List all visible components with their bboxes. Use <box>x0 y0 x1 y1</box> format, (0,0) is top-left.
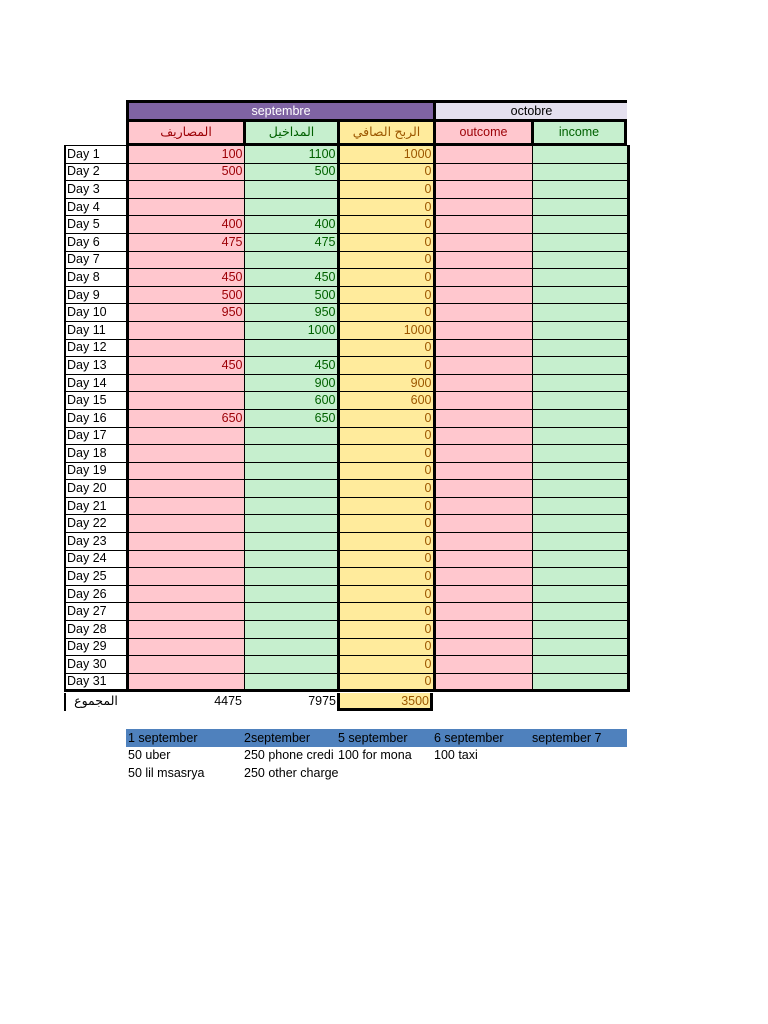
total-expenses[interactable]: 4475 <box>214 694 242 708</box>
outcome-cell[interactable] <box>434 357 532 375</box>
table-row <box>65 286 628 304</box>
net-profit-cell[interactable]: 0 <box>338 638 434 656</box>
income-ar-cell[interactable]: 450 <box>244 357 338 375</box>
expense-cell[interactable] <box>127 673 244 691</box>
net-profit-cell[interactable]: 0 <box>338 533 434 551</box>
expense-cell[interactable] <box>127 568 244 586</box>
outcome-cell[interactable] <box>434 392 532 410</box>
table-row <box>65 550 628 568</box>
net-profit-cell[interactable]: 0 <box>338 480 434 498</box>
note-cell[interactable]: 50 lil msasrya <box>128 766 205 780</box>
col-header-income-ar[interactable]: المداخيل <box>243 119 337 146</box>
net-profit-cell[interactable]: 0 <box>338 603 434 621</box>
note-cell[interactable]: 250 other charge <box>244 766 339 780</box>
day-label-cell[interactable]: Day 5 <box>65 216 127 234</box>
net-profit-cell[interactable]: 0 <box>338 409 434 427</box>
totals-row <box>64 693 433 711</box>
day-label-cell[interactable]: Day 30 <box>65 656 127 674</box>
day-label-cell[interactable]: Day 26 <box>65 585 127 603</box>
outcome-cell[interactable] <box>434 286 532 304</box>
income-ar-cell[interactable] <box>244 427 338 445</box>
net-profit-cell[interactable]: 1000 <box>338 146 434 164</box>
outcome-cell[interactable] <box>434 480 532 498</box>
net-profit-cell[interactable]: 0 <box>338 550 434 568</box>
income-ar-cell[interactable] <box>244 638 338 656</box>
income-ar-cell[interactable] <box>244 251 338 269</box>
expense-cell[interactable] <box>127 427 244 445</box>
expense-cell[interactable]: 100 <box>127 146 244 164</box>
expense-cell[interactable] <box>127 462 244 480</box>
note-header-cell[interactable]: 2september <box>244 731 311 745</box>
september-header[interactable]: septembre <box>126 100 433 119</box>
net-profit-cell[interactable]: 0 <box>338 497 434 515</box>
income-cell[interactable] <box>532 480 628 498</box>
col-header-net-profit[interactable]: الربح الصافي <box>337 119 433 146</box>
outcome-cell[interactable] <box>434 304 532 322</box>
table-row <box>65 638 628 656</box>
table-row <box>65 480 628 498</box>
income-cell[interactable] <box>532 445 628 463</box>
income-ar-cell[interactable] <box>244 198 338 216</box>
note-cell[interactable]: 100 for mona <box>338 748 412 762</box>
note-cell[interactable]: 100 taxi <box>434 748 478 762</box>
day-label-cell[interactable]: Day 28 <box>65 621 127 639</box>
table-row <box>65 585 628 603</box>
net-profit-cell[interactable]: 0 <box>338 357 434 375</box>
outcome-cell[interactable] <box>434 462 532 480</box>
net-profit-cell[interactable]: 0 <box>338 181 434 199</box>
net-profit-cell[interactable]: 0 <box>338 304 434 322</box>
table-row <box>65 181 628 199</box>
table-row <box>65 515 628 533</box>
income-cell[interactable] <box>532 269 628 287</box>
total-net-profit[interactable]: 3500 <box>337 693 433 711</box>
note-cell[interactable]: 50 uber <box>128 748 171 762</box>
expense-cell[interactable]: 650 <box>127 409 244 427</box>
day-label-cell[interactable]: Day 27 <box>65 603 127 621</box>
income-cell[interactable] <box>532 515 628 533</box>
income-ar-cell[interactable] <box>244 445 338 463</box>
income-cell[interactable] <box>532 304 628 322</box>
outcome-cell[interactable] <box>434 445 532 463</box>
expense-cell[interactable]: 450 <box>127 357 244 375</box>
income-cell[interactable] <box>532 497 628 515</box>
income-cell[interactable] <box>532 374 628 392</box>
table-row <box>65 321 628 339</box>
outcome-cell[interactable] <box>434 198 532 216</box>
day-label-cell[interactable]: Day 7 <box>65 251 127 269</box>
outcome-cell[interactable] <box>434 321 532 339</box>
income-cell[interactable] <box>532 357 628 375</box>
income-ar-cell[interactable] <box>244 568 338 586</box>
outcome-cell[interactable] <box>434 515 532 533</box>
expense-cell[interactable] <box>127 497 244 515</box>
table-row <box>65 603 628 621</box>
day-label-cell[interactable]: Day 18 <box>65 445 127 463</box>
expense-cell[interactable] <box>127 445 244 463</box>
outcome-cell[interactable] <box>434 673 532 691</box>
day-label-cell[interactable]: Day 10 <box>65 304 127 322</box>
income-ar-cell[interactable] <box>244 533 338 551</box>
day-label-cell[interactable]: Day 29 <box>65 638 127 656</box>
table-row <box>65 339 628 357</box>
income-ar-cell[interactable]: 1000 <box>244 321 338 339</box>
income-cell[interactable] <box>532 321 628 339</box>
net-profit-cell[interactable]: 0 <box>338 515 434 533</box>
income-cell[interactable] <box>532 568 628 586</box>
net-profit-cell[interactable]: 0 <box>338 585 434 603</box>
outcome-cell[interactable] <box>434 497 532 515</box>
table-row <box>65 445 628 463</box>
day-label-cell[interactable]: Day 15 <box>65 392 127 410</box>
net-profit-cell[interactable]: 900 <box>338 374 434 392</box>
expense-cell[interactable] <box>127 550 244 568</box>
income-ar-cell[interactable]: 500 <box>244 286 338 304</box>
income-ar-cell[interactable] <box>244 603 338 621</box>
table-row <box>65 146 628 164</box>
day-label-cell[interactable]: Day 22 <box>65 515 127 533</box>
income-cell[interactable] <box>532 392 628 410</box>
income-cell[interactable] <box>532 533 628 551</box>
income-ar-cell[interactable] <box>244 621 338 639</box>
table-row <box>65 163 628 181</box>
outcome-cell[interactable] <box>434 163 532 181</box>
income-cell[interactable] <box>532 339 628 357</box>
net-profit-cell[interactable]: 0 <box>338 462 434 480</box>
expense-cell[interactable] <box>127 638 244 656</box>
income-ar-cell[interactable]: 600 <box>244 392 338 410</box>
expense-cell[interactable] <box>127 392 244 410</box>
income-cell[interactable] <box>532 233 628 251</box>
net-profit-cell[interactable]: 0 <box>338 198 434 216</box>
table-row <box>65 198 628 216</box>
expense-cell[interactable] <box>127 515 244 533</box>
day-label-cell[interactable]: Day 9 <box>65 286 127 304</box>
day-label-cell[interactable]: Day 8 <box>65 269 127 287</box>
day-label-cell[interactable]: Day 20 <box>65 480 127 498</box>
income-ar-cell[interactable]: 400 <box>244 216 338 234</box>
income-cell[interactable] <box>532 427 628 445</box>
expense-cell[interactable] <box>127 480 244 498</box>
income-ar-cell[interactable]: 475 <box>244 233 338 251</box>
table-row <box>65 621 628 639</box>
outcome-cell[interactable] <box>434 427 532 445</box>
expense-cell[interactable]: 475 <box>127 233 244 251</box>
outcome-cell[interactable] <box>434 621 532 639</box>
day-label-cell[interactable]: Day 12 <box>65 339 127 357</box>
income-ar-cell[interactable] <box>244 673 338 691</box>
outcome-cell[interactable] <box>434 603 532 621</box>
expense-cell[interactable] <box>127 251 244 269</box>
outcome-cell[interactable] <box>434 550 532 568</box>
net-profit-cell[interactable]: 0 <box>338 673 434 691</box>
note-header-cell[interactable]: 5 september <box>338 731 408 745</box>
outcome-cell[interactable] <box>434 568 532 586</box>
outcome-cell[interactable] <box>434 269 532 287</box>
income-cell[interactable] <box>532 673 628 691</box>
net-profit-cell[interactable]: 0 <box>338 216 434 234</box>
expense-cell[interactable] <box>127 585 244 603</box>
day-label-cell[interactable]: Day 6 <box>65 233 127 251</box>
table-row <box>65 673 628 691</box>
outcome-cell[interactable] <box>434 216 532 234</box>
outcome-cell[interactable] <box>434 233 532 251</box>
day-label-cell[interactable]: Day 3 <box>65 181 127 199</box>
day-label-cell[interactable]: Day 1 <box>65 146 127 164</box>
net-profit-cell[interactable]: 0 <box>338 163 434 181</box>
table-row <box>65 233 628 251</box>
net-profit-cell[interactable]: 0 <box>338 286 434 304</box>
outcome-cell[interactable] <box>434 146 532 164</box>
outcome-cell[interactable] <box>434 409 532 427</box>
net-profit-cell[interactable]: 0 <box>338 656 434 674</box>
table-row <box>65 497 628 515</box>
income-cell[interactable] <box>532 181 628 199</box>
note-cell[interactable]: 250 phone credi <box>244 748 334 762</box>
outcome-cell[interactable] <box>434 656 532 674</box>
october-header[interactable]: octobre <box>433 100 627 119</box>
income-cell[interactable] <box>532 550 628 568</box>
income-cell[interactable] <box>532 621 628 639</box>
expense-cell[interactable] <box>127 656 244 674</box>
income-cell[interactable] <box>532 585 628 603</box>
outcome-cell[interactable] <box>434 638 532 656</box>
expense-cell[interactable]: 950 <box>127 304 244 322</box>
outcome-cell[interactable] <box>434 585 532 603</box>
expense-cell[interactable] <box>127 198 244 216</box>
table-row <box>65 216 628 234</box>
expense-cell[interactable] <box>127 339 244 357</box>
table-row <box>65 357 628 375</box>
income-ar-cell[interactable]: 950 <box>244 304 338 322</box>
day-label-cell[interactable]: Day 16 <box>65 409 127 427</box>
total-income[interactable]: 7975 <box>308 694 336 708</box>
income-ar-cell[interactable]: 500 <box>244 163 338 181</box>
income-ar-cell[interactable]: 650 <box>244 409 338 427</box>
income-cell[interactable] <box>532 286 628 304</box>
table-row <box>65 269 628 287</box>
net-profit-cell[interactable]: 0 <box>338 427 434 445</box>
income-cell[interactable] <box>532 163 628 181</box>
table-row <box>65 409 628 427</box>
day-label-cell[interactable]: Day 14 <box>65 374 127 392</box>
table-row <box>65 533 628 551</box>
income-cell[interactable] <box>532 603 628 621</box>
expense-cell[interactable] <box>127 603 244 621</box>
note-header-cell[interactable]: september 7 <box>532 731 602 745</box>
net-profit-cell[interactable]: 0 <box>338 233 434 251</box>
day-label-cell[interactable]: Day 24 <box>65 550 127 568</box>
net-profit-cell[interactable]: 1000 <box>338 321 434 339</box>
daily-ledger-grid <box>64 145 630 692</box>
income-ar-cell[interactable] <box>244 497 338 515</box>
expense-cell[interactable]: 500 <box>127 163 244 181</box>
income-ar-cell[interactable] <box>244 550 338 568</box>
day-label-cell[interactable]: Day 31 <box>65 673 127 691</box>
income-ar-cell[interactable]: 1100 <box>244 146 338 164</box>
outcome-cell[interactable] <box>434 339 532 357</box>
outcome-cell[interactable] <box>434 181 532 199</box>
day-label-cell[interactable]: Day 13 <box>65 357 127 375</box>
net-profit-cell[interactable]: 0 <box>338 445 434 463</box>
income-ar-cell[interactable] <box>244 656 338 674</box>
net-profit-cell[interactable]: 0 <box>338 568 434 586</box>
table-row <box>65 374 628 392</box>
income-ar-cell[interactable] <box>244 339 338 357</box>
income-ar-cell[interactable] <box>244 480 338 498</box>
expense-cell[interactable]: 500 <box>127 286 244 304</box>
table-row <box>65 304 628 322</box>
table-row <box>65 427 628 445</box>
net-profit-cell[interactable]: 0 <box>338 251 434 269</box>
income-ar-cell[interactable] <box>244 515 338 533</box>
income-cell[interactable] <box>532 146 628 164</box>
expense-cell[interactable]: 450 <box>127 269 244 287</box>
table-row <box>65 656 628 674</box>
col-header-expenses[interactable]: المصاريف <box>126 119 243 146</box>
day-label-cell[interactable]: Day 21 <box>65 497 127 515</box>
net-profit-cell[interactable]: 0 <box>338 339 434 357</box>
income-ar-cell[interactable] <box>244 585 338 603</box>
net-profit-cell[interactable]: 0 <box>338 269 434 287</box>
expense-cell[interactable] <box>127 181 244 199</box>
table-row <box>65 251 628 269</box>
expense-cell[interactable] <box>127 533 244 551</box>
expense-cell[interactable] <box>127 321 244 339</box>
day-label-cell[interactable]: Day 17 <box>65 427 127 445</box>
income-ar-cell[interactable] <box>244 181 338 199</box>
income-cell[interactable] <box>532 462 628 480</box>
day-label-cell[interactable]: Day 4 <box>65 198 127 216</box>
outcome-cell[interactable] <box>434 533 532 551</box>
income-cell[interactable] <box>532 656 628 674</box>
income-ar-cell[interactable] <box>244 462 338 480</box>
income-cell[interactable] <box>532 638 628 656</box>
expense-cell[interactable]: 400 <box>127 216 244 234</box>
day-label-cell[interactable]: Day 19 <box>65 462 127 480</box>
table-row <box>65 462 628 480</box>
note-header-cell[interactable]: 6 september <box>434 731 504 745</box>
expense-cell[interactable] <box>127 621 244 639</box>
totals-label[interactable]: المجموع <box>64 693 126 711</box>
day-label-cell[interactable]: Day 23 <box>65 533 127 551</box>
income-cell[interactable] <box>532 198 628 216</box>
note-header-cell[interactable]: 1 september <box>128 731 198 745</box>
income-cell[interactable] <box>532 216 628 234</box>
income-cell[interactable] <box>532 251 628 269</box>
column-header-row <box>126 119 627 146</box>
day-label-cell[interactable]: Day 2 <box>65 163 127 181</box>
outcome-cell[interactable] <box>434 251 532 269</box>
col-header-income[interactable]: income <box>531 119 627 146</box>
notes-header-row <box>126 729 627 747</box>
day-label-cell[interactable]: Day 25 <box>65 568 127 586</box>
income-ar-cell[interactable]: 900 <box>244 374 338 392</box>
day-label-cell[interactable]: Day 11 <box>65 321 127 339</box>
col-header-outcome[interactable]: outcome <box>433 119 531 146</box>
table-row <box>65 568 628 586</box>
outcome-cell[interactable] <box>434 374 532 392</box>
income-ar-cell[interactable]: 450 <box>244 269 338 287</box>
net-profit-cell[interactable]: 600 <box>338 392 434 410</box>
net-profit-cell[interactable]: 0 <box>338 621 434 639</box>
expense-cell[interactable] <box>127 374 244 392</box>
income-cell[interactable] <box>532 409 628 427</box>
table-row <box>65 392 628 410</box>
